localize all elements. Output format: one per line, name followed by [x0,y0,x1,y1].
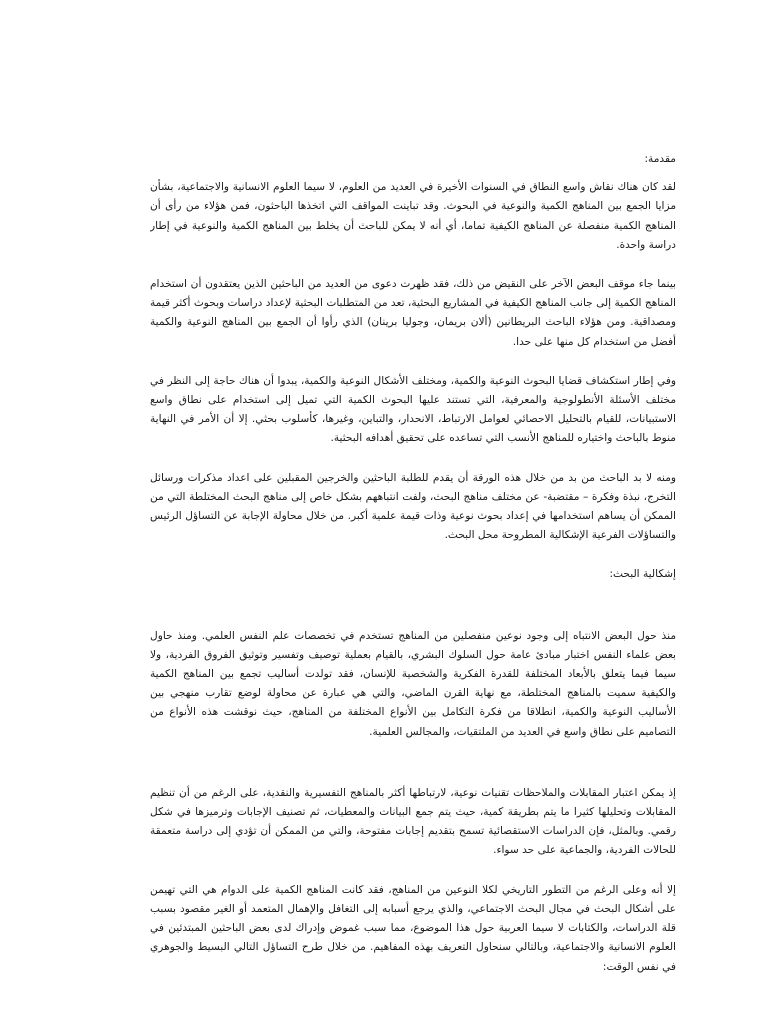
intro-heading: مقدمة: [644,153,676,165]
problem-paragraph-3: إلا أنه وعلى الرغم من التطور التاريخي لكلا النوعين من المناهج، فقد كانت المناهج الكمية على الدوام هي التي تهيمن على أشكال البحث في مجال البحث الاجتماعي، والذي يرجع أسبابه إلى التغافل والإهمال المتعمد أو الغير مقصود بسبب قلة الدراسات، والكتابات لا سيما العربية حول هذا الموضوع، مما سبب غموض وإدراك لدى بعض الباحثين المبتدئين في العلوم الانسانية والاجتماعية، وبالتالي سنحاول التعريف بهذه المفاهيم. من خلال طرح التساؤل التالي البسيط والجوهري في نفس الوقت: [150,883,676,973]
intro-paragraph-3: وفي إطار استكشاف قضايا البحوث النوعية والكمية، ومختلف الأشكال النوعية والكمية، يبدوا أن هناك حاجة إلى النظر في مختلف الأسئلة الأنطولوجية والمعرفية، التي تستند عليها البحوث الكمية التي تميل إلى استخدام على نطاق واسع الاستبيانات، للقيام بالتحليل الاحصائي لعوامل الارتباط، الانحدار، والتباين، وغيرها، كأسلوب بحثي. إلا أن الأمر في النهاية منوط بالباحث واختياره للمناهج الأنسب التي تساعده على تحقيق أهدافه البحثية. [150,374,676,445]
document-body [150,150,676,984]
intro-paragraph-2: بينما جاء موقف البعض الآخر على النقيض من ذلك، فقد ظهرت دعوى من العديد من الباحثين الذين يعتقدون أن استخدام المناهج الكمية إلى جانب المناهج الكيفية في المشاريع البحثية، تعد من المتطلبات البحثية لإعداد دراسات وبحوث أكثر قيمة ومصداقية. ومن هؤلاء الباحث البريطانين (ألان بريمان، وجوليا برينان) الذي رأوا أن الجمع بين المناهج النوعية والكمية أفضل من استخدام كل منها على حدا. [150,278,676,348]
intro-paragraph-4: ومنه لا بد الباحث من بد من خلال هذه الورقة أن يقدم للطلبة الباحثين والخرجين المقبلين على اعداد مذكرات ورسائل التخرج، نبذة وفكرة – مقتضبة- عن مختلف مناهج البحث، ولفت انتباههم بشكل خاص إلى مناهج البحث المختلطة التي من الممكن أن يساهم استخدامها في إعداد بحوث نوعية وذات قيمة علمية أكبر. من خلال محاولة الإجابة عن التساؤل الرئيس والتساؤلات الفرعية الإشكالية المطروحة محل البحث. [150,471,676,542]
problem-paragraph-1: منذ حول البعض الانتباه إلى وجود نوعين منفصلين من المناهج تستخدم في تخصصات علم النفس العلمي. ومنذ حاول بعض علماء النفس اختبار مبادئ عامة حول السلوك البشري، بالقيام بعملية توصيف وتفسير وتوثيق الفروق الفردية، ولا سيما فيما يتعلق بالأبعاد المختلفة للقدرة الفكرية والشخصية للإنسان، فقد تولدت أساليب تجمع بين المناهج الكمية والكيفية سميت بالمناهج المختلطة، مع نهاية القرن الماضي، والتي هي عبارة عن محاولة لوضع تقارب منهجي بين الأساليب النوعية والكمية، انطلاقا من فكرة التكامل بين الأنواع المختلفة من المناهج، حيث نوقشت هذه الأنواع من التصاميم على نطاق واسع في العديد من الملتقيات، والمجالس العلمية. [150,629,676,738]
problem-paragraph-2: إذ يمكن اعتبار المقابلات والملاحظات تقنيات نوعية، لارتباطها أكثر بالمناهج التفسيرية والنقدية، على الرغم من أن تنظيم المقابلات وتحليلها كثيرا ما يتم بطريقة كمية، حيث يتم جمع البيانات والمعطيات، ثم تصنيف الإجابات وترميزها في شكل رقمي. وبالمثل، فإن الدراسات الاستقصائية تسمح بتقديم إجابات مفتوحة، والتي من الممكن أن تؤدي إلى دراسة متعمقة للحالات الفردية، والجماعية على حد سواء. [150,786,676,857]
intro-paragraph-1: لقد كان هناك نقاش واسع النطاق في السنوات الأخيرة في العديد من العلوم، لا سيما العلوم الانسانية والاجتماعية، بشأن مزايا الجمع بين المناهج الكمية والنوعية في البحوث. وقد تباينت المواقف التي اتخذها الباحثون، فمن هؤلاء من رأى أن المناهج الكمية منفصلة عن المناهج الكيفية تماما، أي أنه لا يمكن للباحث أن يخلط بين المناهج الكمية والنوعية في إطار دراسة واحدة. [150,181,676,251]
problem-heading: إشكالية البحث: [609,568,676,581]
